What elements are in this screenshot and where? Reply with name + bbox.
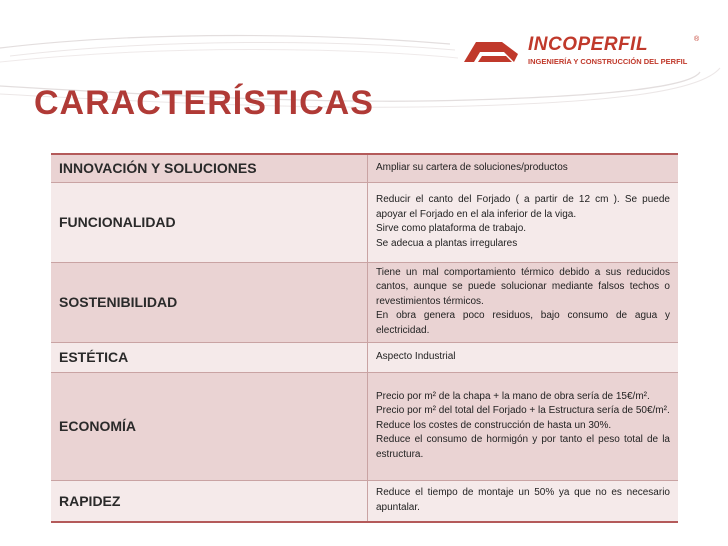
description-line: Se adecua a plantas irregulares: [376, 237, 518, 249]
description-line: En obra genera poco residuos, bajo consumo de agua y electricidad.: [376, 310, 670, 336]
row-label: SOSTENIBILIDAD: [51, 262, 368, 342]
description-line: Reduce el tiempo de montaje un 50% ya que no es necesario apuntalar.: [376, 487, 670, 513]
description-line: Precio por m² de la chapa + la mano de obra sería de 15€/m².: [376, 390, 650, 402]
table-row: [51, 372, 678, 480]
registered-mark: ®: [694, 36, 700, 43]
description-line: Aspecto Industrial: [376, 350, 456, 362]
table-row: [51, 154, 678, 182]
row-label: ESTÉTICA: [51, 342, 368, 372]
row-description: [368, 154, 679, 182]
description-line: Ampliar su cartera de soluciones/productos: [376, 162, 568, 173]
row-description: [368, 262, 679, 342]
table-row: [51, 342, 678, 372]
table-row: [51, 262, 678, 342]
logo-mark-icon: [462, 38, 520, 66]
row-description: [368, 372, 679, 480]
description-line: Tiene un mal comportamiento térmico debido a sus reducidos cantos, aunque se puede solucionar mediante falsos techos o revestimientos térmicos.: [376, 266, 670, 307]
row-label: RAPIDEZ: [51, 480, 368, 522]
description-line: Reduce los costes de construcción de hasta un 30%.: [376, 419, 612, 431]
page-title: CARACTERÍSTICAS: [34, 84, 374, 122]
table-row: [51, 480, 678, 522]
row-label: FUNCIONALIDAD: [51, 182, 368, 262]
description-line: Reducir el canto del Forjado ( a partir de 12 cm ). Se puede apoyar el Forjado en el ala inferior de la viga.: [376, 194, 670, 220]
logo-brand-text: INCOPERFIL: [528, 34, 649, 55]
row-description: [368, 182, 679, 262]
row-description: [368, 342, 679, 372]
row-label: ECONOMÍA: [51, 372, 368, 480]
incoperfil-logo: [462, 36, 708, 72]
table-row: [51, 182, 678, 262]
logo-tagline: INGENIERÍA Y CONSTRUCCIÓN DEL PERFIL: [528, 57, 688, 66]
description-line: Reduce el consumo de hormigón y por tanto el peso total de la estructura.: [376, 434, 670, 460]
description-line: Precio por m² del total del Forjado + la Estructura sería de 50€/m².: [376, 405, 670, 417]
description-line: Sirve como plataforma de trabajo.: [376, 223, 527, 234]
row-label: INNOVACIÓN Y SOLUCIONES: [51, 154, 368, 182]
characteristics-table: [51, 153, 678, 523]
row-description: [368, 480, 679, 522]
